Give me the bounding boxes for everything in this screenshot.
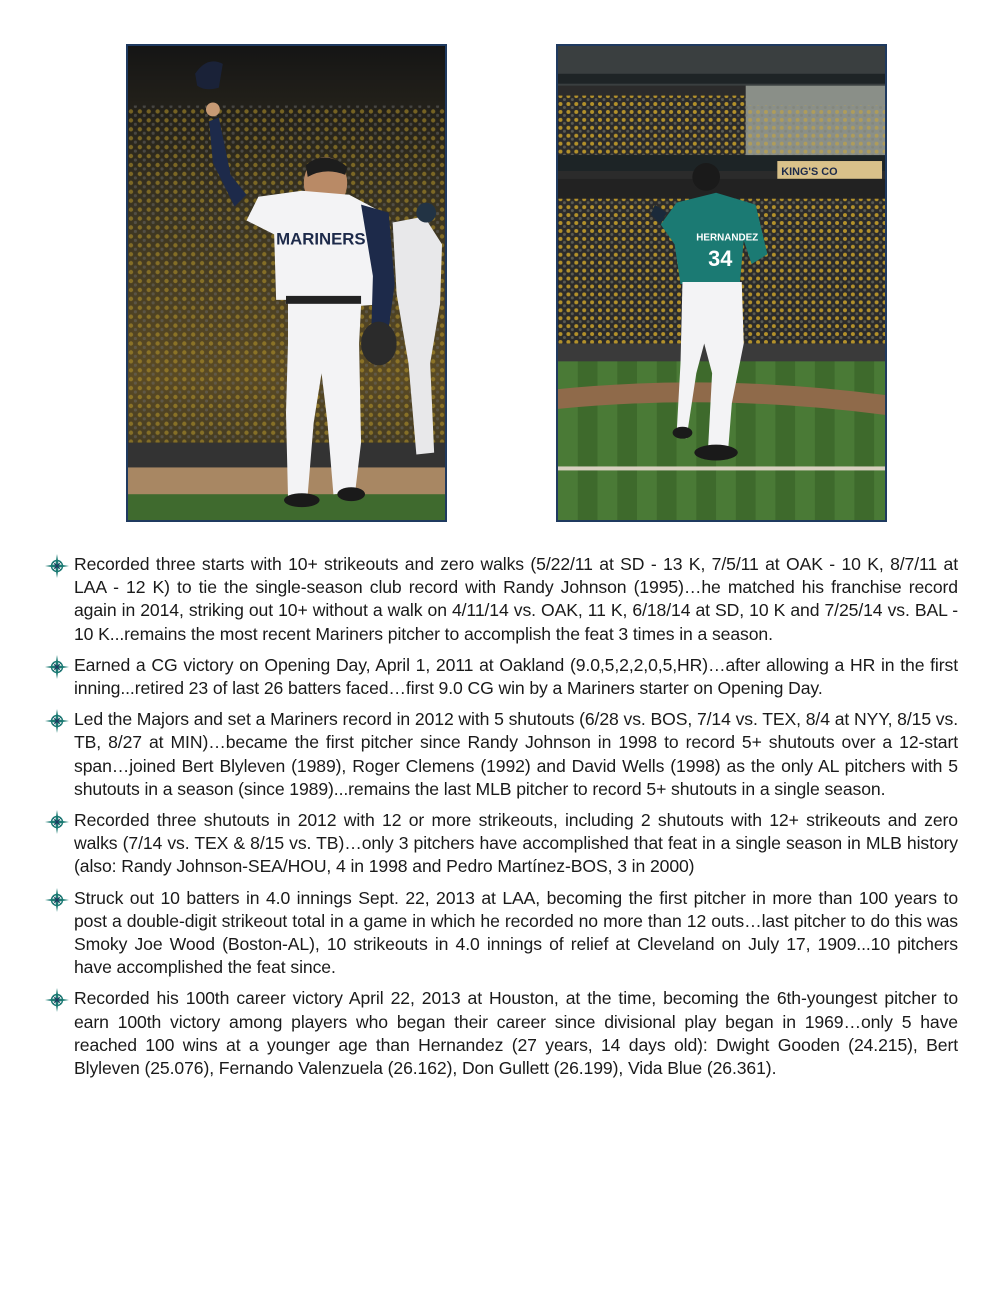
photo-pitcher-tipping-cap xyxy=(126,44,447,522)
pitcher-tipping-cap-image xyxy=(128,46,445,520)
career-highlights-list xyxy=(44,553,958,1088)
jersey-name-text: HERNANDEZ xyxy=(696,232,759,244)
compass-rose-icon xyxy=(44,708,70,734)
note-text: Recorded three shutouts in 2012 with 12 or more strikeouts, including 2 shutouts with 12+ strikeouts and zero walks (7/14 vs. TEX & 8/15 vs. TB)…only 3 pitchers have accomplished that feat in a single season in MLB history (also: Randy Johnson-SEA/HOU, 4 in 1998 and Pedro Martínez-BOS, 3 in 2000) xyxy=(74,810,958,877)
note-text: Led the Majors and set a Mariners record in 2012 with 5 shutouts (6/28 vs. BOS, 7/14 vs. TEX, 8/4 at NYY, 8/15 vs. TB, 8/27 at MIN)…became the first pitcher since Randy Johnson in 1998 to record 5+ shutouts over a 12-start span…joined Bert Blyleven (1989), Roger Clemens (1992) and David Wells (1998) as the only AL pitchers with 5 shutouts in a season (since 1989)...remains the last MLB pitcher to record 5+ shutouts in a single season. xyxy=(74,709,958,799)
photo-pitcher-walking xyxy=(556,44,887,522)
compass-rose-icon xyxy=(44,654,70,680)
compass-rose-icon xyxy=(44,887,70,913)
list-item xyxy=(44,887,958,980)
note-text: Recorded three starts with 10+ strikeouts and zero walks (5/22/11 at SD - 13 K, 7/5/11 at OAK - 10 K, 8/7/11 at LAA - 12 K) to tie the single-season club record with Randy Johnson (1995)…he matched his franchise record again in 2014, striking out 10+ without a walk on 4/11/14 vs. OAK, 11 K, 6/18/14 at SD, 10 K and 7/25/14 vs. BAL - 10 K...remains the most recent Mariners pitcher to accomplish the feat 3 times in a season. xyxy=(74,554,958,644)
note-text: Recorded his 100th career victory April 22, 2013 at Houston, at the time, becoming the 6th-youngest pitcher to earn 100th victory among players who began their career since divisional play began in 1969…only 5 have reached 100 wins at a younger age than Hernandez (27 years, 14 days old): Dwight Gooden (24.215), Bert Blyleven (25.076), Fernando Valenzuela (26.162), Don Gullett (26.199), Vida Blue (26.361). xyxy=(74,988,958,1079)
list-item xyxy=(44,987,958,1080)
list-item xyxy=(44,654,958,700)
pitcher-walking-image xyxy=(558,46,885,520)
compass-rose-icon xyxy=(44,987,70,1013)
list-item xyxy=(44,809,958,879)
list-item xyxy=(44,708,958,801)
note-text: Struck out 10 batters in 4.0 innings Sept. 22, 2013 at LAA, becoming the first pitcher in more than 100 years to post a double-digit strikeout total in a game in which he recorded no more than 12 outs…last pitcher to do this was Smoky Joe Wood (Boston-AL), 10 strikeouts in 4.0 innings of relief at Cleveland on July 17, 1909...10 pitchers have accomplished the feat since. xyxy=(74,887,958,978)
jersey-number-text: 34 xyxy=(708,246,733,272)
stadium-sign-text: KING'S CO xyxy=(781,165,838,178)
compass-rose-icon xyxy=(44,809,70,835)
compass-rose-icon xyxy=(44,553,70,579)
jersey-text-mariners: MARINERS xyxy=(276,229,366,249)
list-item xyxy=(44,553,958,646)
note-text: Earned a CG victory on Opening Day, April 1, 2011 at Oakland (9.0,5,2,2,0,5,HR)…after allowing a HR in the first inning...retired 23 of last 26 batters faced…first 9.0 CG win by a Mariners starter on Opening Day. xyxy=(74,654,958,699)
